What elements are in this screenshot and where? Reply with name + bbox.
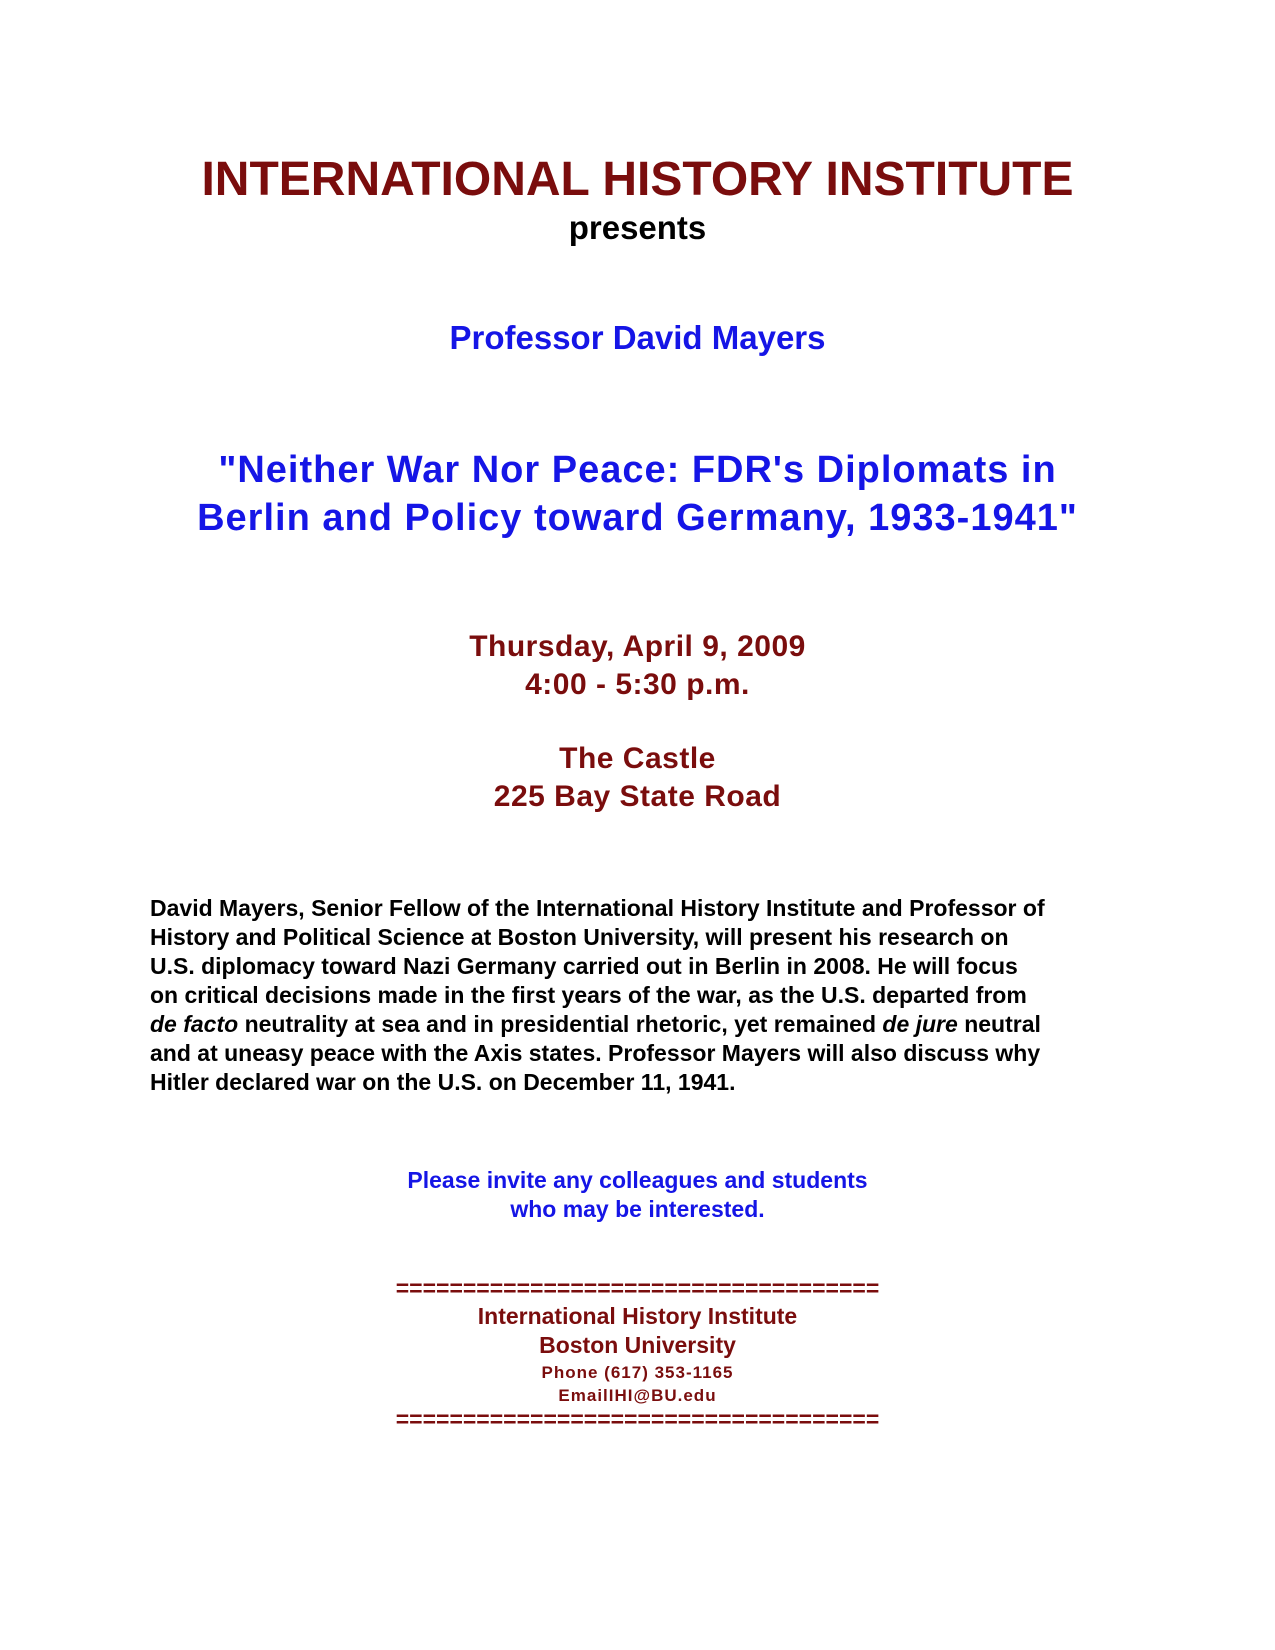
invite-message [0, 1166, 1275, 1224]
talk-title [0, 446, 1275, 542]
footer-university: Boston University [539, 1332, 736, 1358]
event-date: Thursday, April 9, 2009 [469, 630, 806, 663]
footer-phone: Phone (617) 353-1165 [541, 1363, 734, 1382]
abstract-line [150, 1010, 1130, 1039]
abstract-line: U.S. diplomacy toward Nazi Germany carried out in Berlin in 2008. He will focus [150, 953, 1018, 979]
abstract-line: on critical decisions made in the first years of the war, as the U.S. departed from [150, 982, 1027, 1008]
organization-title: INTERNATIONAL HISTORY INSTITUTE [201, 153, 1074, 206]
talk-title-line-1: "Neither War Nor Peace: FDR's Diplomats in [218, 449, 1057, 491]
invite-line-2: who may be interested. [510, 1196, 765, 1222]
event-address: 225 Bay State Road [493, 780, 782, 813]
divider-top: ==================================== [395, 1275, 880, 1301]
event-datetime [0, 628, 1275, 704]
divider-bottom: ==================================== [395, 1406, 880, 1432]
abstract-italic-de-jure: de jure [882, 1011, 958, 1037]
invite-line-1: Please invite any colleagues and students [407, 1167, 868, 1193]
abstract-line: History and Political Science at Boston University, will present his research on [150, 924, 1009, 950]
abstract-text: neutral [957, 1011, 1041, 1037]
abstract-line: and at uneasy peace with the Axis states. Professor Mayers will also discuss why [150, 1040, 1041, 1066]
footer-email: EmailIHI@BU.edu [558, 1386, 717, 1405]
footer-organization: International History Institute [477, 1303, 798, 1329]
abstract-line: Hitler declared war on the U.S. on December 11, 1941. [150, 1069, 736, 1095]
talk-title-line-2: Berlin and Policy toward Germany, 1933-1941" [197, 497, 1078, 539]
abstract-line: David Mayers, Senior Fellow of the International History Institute and Professor of [150, 895, 1045, 921]
abstract-text: neutrality at sea and in presidential rhetoric, yet remained [238, 1011, 883, 1037]
abstract-italic-de-facto: de facto [150, 1011, 239, 1037]
abstract-paragraph [150, 894, 1130, 1097]
event-venue: The Castle [559, 742, 716, 775]
event-time: 4:00 - 5:30 p.m. [525, 668, 750, 701]
presents-label: presents [568, 209, 707, 246]
event-location [0, 740, 1275, 816]
speaker-name: Professor David Mayers [449, 319, 826, 356]
